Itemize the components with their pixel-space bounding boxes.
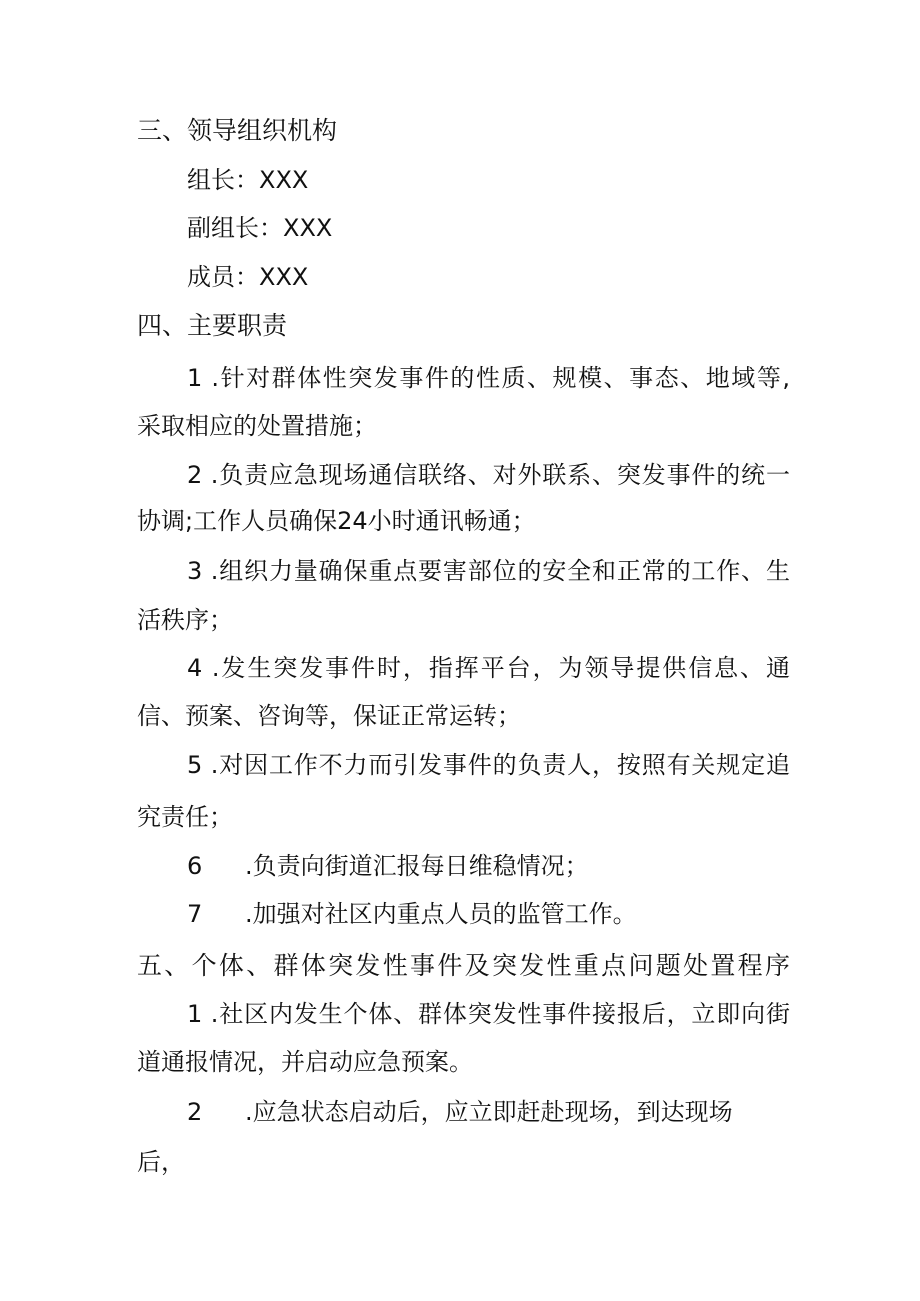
duty-7-number: 7 [187,900,203,928]
duty-2-line-2: 协调;工作人员确保24小时通讯畅通； [137,507,536,535]
duty-5-line-2: 究责任； [137,803,233,831]
duty-1-line-1: 1 .针对群体性突发事件的性质、规模、事态、地域等, [187,364,790,392]
section-4-heading: 四、主要职责 [137,311,288,340]
duty-5-line-1: 5 .对因工作不力而引发事件的负责人，按照有关规定追 [187,751,790,779]
procedure-1-line-1: 1 .社区内发生个体、群体突发性事件接报后，立即向街 [187,1000,790,1028]
duty-3-line-1: 3 .组织力量确保重点要害部位的安全和正常的工作、生 [187,557,790,585]
procedure-2-line-1 [187,1098,733,1126]
members-line: 成员：XXX [187,263,309,291]
section-5-heading: 五、个体、群体突发性事件及突发性重点问题处置程序 [137,951,790,980]
section-3-heading: 三、领导组织机构 [137,116,338,145]
duty-1-line-2: 采取相应的处置措施； [137,412,377,440]
duty-4-line-2: 信、预案、咨询等，保证正常运转； [137,702,521,730]
procedure-2-text: .应急状态启动后，应立即赶赴现场，到达现场 [245,1098,733,1126]
duty-2-line-1: 2 .负责应急现场通信联络、对外联系、突发事件的统一 [187,461,790,489]
duty-7 [187,900,637,928]
duty-6-text: .负责向街道汇报每日维稳情况； [245,852,589,880]
deputy-leader-line: 副组长：XXX [187,214,333,242]
duty-3-line-2: 活秩序； [137,606,233,634]
duty-4-line-1: 4 .发生突发事件时，指挥平台，为领导提供信息、通 [187,654,790,682]
duty-6-number: 6 [187,852,203,880]
procedure-2-line-2: 后， [137,1148,185,1176]
duty-7-text: .加强对社区内重点人员的监管工作。 [245,900,637,928]
leader-line: 组长：XXX [187,166,309,194]
duty-6 [187,852,589,880]
procedure-2-number: 2 [187,1098,203,1126]
procedure-1-line-2: 道通报情况，并启动应急预案。 [137,1048,473,1076]
